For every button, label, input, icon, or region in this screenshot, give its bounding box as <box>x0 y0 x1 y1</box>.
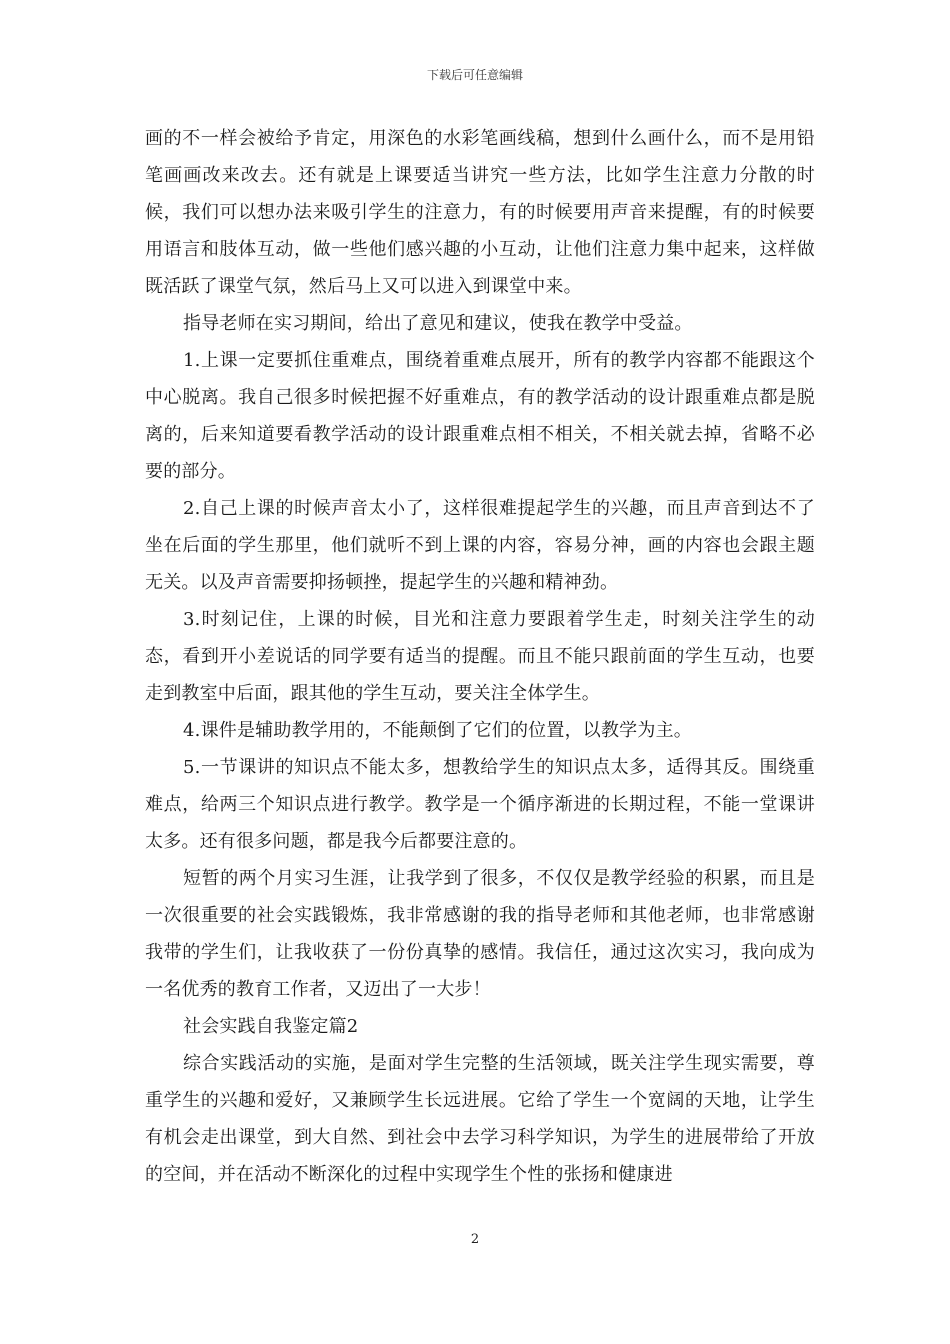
paragraph-point-2: 2.自己上课的时候声音太小了，这样很难提起学生的兴趣，而且声音到达不了坐在后面的学生那里，他们就听不到上课的内容，容易分神，画的内容也会跟主题无关。以及声音需要抑扬顿挫，提起学生的兴趣和精神劲。 <box>145 498 815 593</box>
paragraph-summary: 短暂的两个月实习生涯，让我学到了很多，不仅仅是教学经验的积累，而且是一次很重要的社会实践锻炼，我非常感谢的我的指导老师和其他老师，也非常感谢我带的学生们，让我收获了一份份真挚的感情。我信任，通过这次实习，我向成为一名优秀的教育工作者，又迈出了一大步！ <box>145 868 815 1000</box>
paragraph-point-1: 1.上课一定要抓住重难点，围绕着重难点展开，所有的教学内容都不能跟这个中心脱离。我自己很多时候把握不好重难点，有的教学活动的设计跟重难点都是脱离的，后来知道要看教学活动的设计跟重难点相不相关，不相关就去掉，省略不必要的部分。 <box>145 350 815 482</box>
section-heading: 社会实践自我鉴定篇2 <box>183 1016 359 1037</box>
page-header: 下载后可任意编辑 <box>426 68 523 82</box>
paragraph-point-3: 3.时刻记住，上课的时候，目光和注意力要跟着学生走，时刻关注学生的动态，看到开小差说话的同学要有适当的提醒。而且不能只跟前面的学生互动，也要走到教室中后面，跟其他的学生互动，要关注全体学生。 <box>145 609 815 704</box>
document-body <box>145 120 815 1193</box>
page-number: 2 <box>470 1232 480 1247</box>
paragraph-continuation: 画的不一样会被给予肯定，用深色的水彩笔画线稿，想到什么画什么，而不是用铅笔画画改来改去。还有就是上课要适当讲究一些方法，比如学生注意力分散的时候，我们可以想办法来吸引学生的注意力，有的时候要用声音来提醒，有的时候要用语言和肢体互动，做一些他们感兴趣的小互动，让他们注意力集中起来，这样做既活跃了课堂气氛，然后马上又可以进入到课堂中来。 <box>145 128 815 297</box>
paragraph-advisor-intro: 指导老师在实习期间，给出了意见和建议，使我在教学中受益。 <box>183 313 693 334</box>
paragraph-point-4: 4.课件是辅助教学用的，不能颠倒了它们的位置，以教学为主。 <box>183 720 692 741</box>
paragraph-section-2: 综合实践活动的实施，是面对学生完整的生活领域，既关注学生现实需要，尊重学生的兴趣和爱好，又兼顾学生长远进展。它给了学生一个宽阔的天地，让学生有机会走出课堂，到大自然、到社会中去学习科学知识，为学生的进展带给了开放的空间，并在活动不断深化的过程中实现学生个性的张扬和健康进 <box>145 1053 815 1185</box>
paragraph-point-5: 5.一节课讲的知识点不能太多，想教给学生的知识点太多，适得其反。围绕重难点，给两三个知识点进行教学。教学是一个循序渐进的长期过程，不能一堂课讲太多。还有很多问题，都是我今后都要注意的。 <box>145 757 815 852</box>
